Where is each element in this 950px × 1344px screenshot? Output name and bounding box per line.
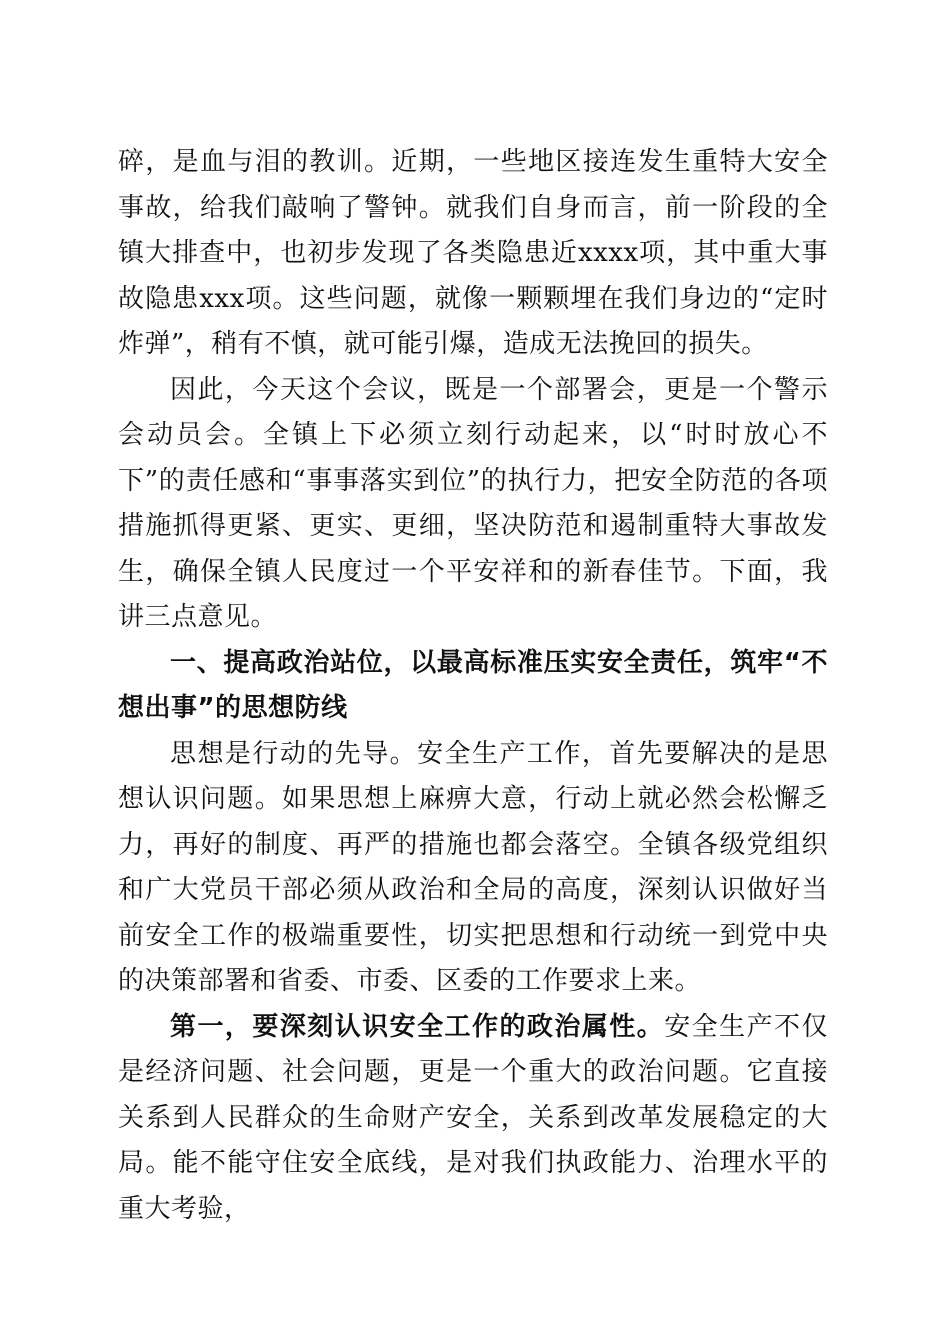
paragraph-continuation: 碎，是血与泪的教训。近期，一些地区接连发生重特大安全事故，给我们敲响了警钟。就我们自身而言，前一阶段的全镇大排查中，也初步发现了各类隐患近xxxx项，其中重大事故隐患xxx项。这些问题，就像一颗颗埋在我们身边的“定时炸弹”，稍有不慎，就可能引爆，造成无法挽回的损失。 (118, 147, 828, 359)
paragraph-first-point (118, 1005, 828, 1233)
paragraph-ideology: 思想是行动的先导。安全生产工作，首先要解决的是思想认识问题。如果思想上麻痹大意，行动上就必然会松懈乏力，再好的制度、再严的措施也都会落空。全镇各级党组织和广大党员干部必须从政治和全局的高度，深刻认识做好当前安全工作的极端重要性，切实把思想和行动统一到党中央的决策部署和省委、市委、区委的工作要求上来。 (118, 738, 828, 996)
first-point-lead: 第一，要深刻认识安全工作的政治属性。 (170, 1011, 665, 1042)
document-body (118, 140, 828, 1232)
section-heading-1: 一、提高政治站位，以最高标准压实安全责任，筑牢“不想出事”的思想防线 (118, 647, 828, 723)
paragraph-meeting-purpose: 因此，今天这个会议，既是一个部署会，更是一个警示会动员会。全镇上下必须立刻行动起来，以“时时放心不下”的责任感和“事事落实到位”的执行力，把安全防范的各项措施抓得更紧、更实、更细，坚决防范和遏制重特大事故发生，确保全镇人民度过一个平安祥和的新春佳节。下面，我讲三点意见。 (118, 374, 828, 632)
first-point-body: 安全生产不仅是经济问题、社会问题，更是一个重大的政治问题。它直接关系到人民群众的生命财产安全，关系到改革发展稳定的大局。能不能守住安全底线，是对我们执政能力、治理水平的重大考验， (118, 1011, 828, 1224)
